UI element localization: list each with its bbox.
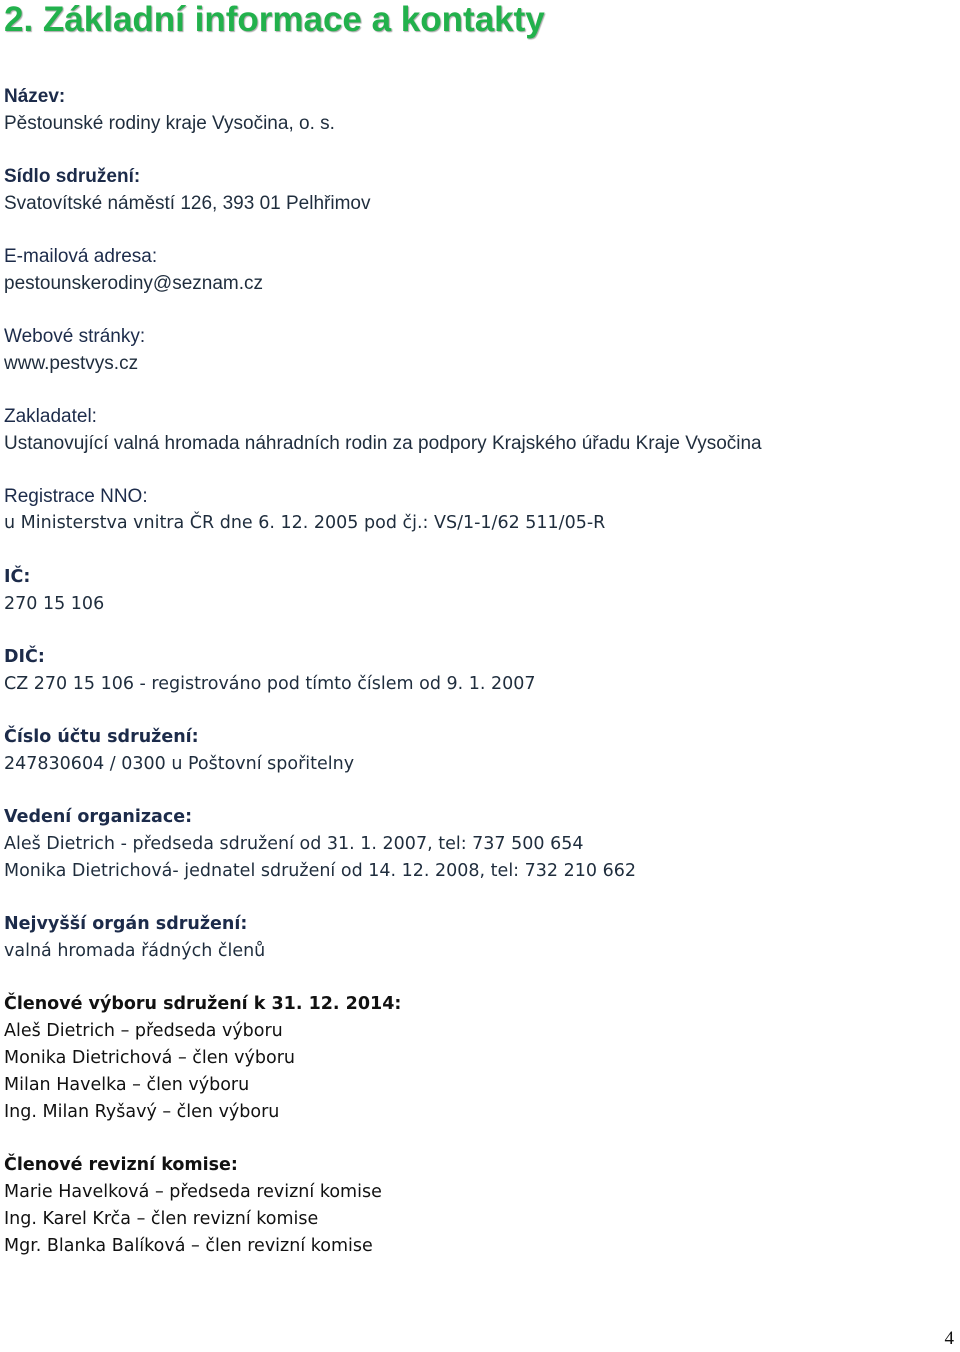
vybor-member: Milan Havelka – člen výboru [4,1075,250,1095]
sidlo-value: Svatovítské náměstí 126, 393 01 Pelhřimov [4,193,371,214]
zakladatel-value: Ustanovující valná hromada náhradních rodin za podpory Krajského úřadu Kraje Vysočina [4,433,762,454]
ucet-value: 247830604 / 0300 u Poštovní spořitelny [4,754,355,774]
sidlo-block [4,163,370,217]
nazev-block [4,83,335,137]
web-value: www.pestvys.cz [4,353,139,374]
vybor-label: Členové výboru sdružení k 31. 12. 2014: [4,994,402,1014]
ic-label: IČ: [4,567,31,587]
organ-value: valná hromada řádných členů [4,941,266,961]
dic-label: DIČ: [4,647,45,667]
email-label: E-mailová adresa: [4,246,158,267]
komise-block [4,1152,382,1260]
vybor-block [4,991,401,1126]
registrace-block [4,483,605,537]
komise-label: Členové revizní komise: [4,1155,238,1175]
vedeni-label: Vedení organizace: [4,807,193,827]
organ-block [4,911,265,965]
ucet-label: Číslo účtu sdružení: [4,727,199,747]
nazev-label: Název: [4,86,66,107]
vybor-member: Aleš Dietrich – předseda výboru [4,1021,283,1041]
vybor-member: Ing. Milan Ryšavý – člen výboru [4,1102,280,1122]
komise-member: Mgr. Blanka Balíková – člen revizní komise [4,1236,373,1256]
zakladatel-block [4,403,762,457]
organ-label: Nejvyšší orgán sdružení: [4,914,248,934]
ucet-block [4,724,354,778]
web-label: Webové stránky: [4,326,146,347]
vedeni-line: Monika Dietrichová- jednatel sdružení od 14. 12. 2008, tel: 732 210 662 [4,861,636,881]
web-block [4,323,145,377]
vedeni-line: Aleš Dietrich - předseda sdružení od 31. 1. 2007, tel: 737 500 654 [4,834,584,854]
registrace-value: u Ministerstva vnitra ČR dne 6. 12. 2005 pod čj.: VS/1-1/62 511/05-R [4,513,606,533]
email-block [4,243,263,297]
dic-value: CZ 270 15 106 - registrováno pod tímto číslem od 9. 1. 2007 [4,674,536,694]
section-heading: 2. Základní informace a kontakty [4,0,545,39]
ic-value: 270 15 106 [4,594,105,614]
page-number: 4 [944,1328,954,1349]
ic-block [4,564,104,618]
nazev-value: Pěstounské rodiny kraje Vysočina, o. s. [4,113,335,134]
email-value: pestounskerodiny@seznam.cz [4,273,264,294]
registrace-label: Registrace NNO: [4,486,148,507]
komise-member: Ing. Karel Krča – člen revizní komise [4,1209,319,1229]
vybor-member: Monika Dietrichová – člen výboru [4,1048,295,1068]
dic-block [4,644,536,698]
zakladatel-label: Zakladatel: [4,406,97,427]
komise-member: Marie Havelková – předseda revizní komise [4,1182,382,1202]
sidlo-label: Sídlo sdružení: [4,166,141,187]
vedeni-block [4,804,636,885]
